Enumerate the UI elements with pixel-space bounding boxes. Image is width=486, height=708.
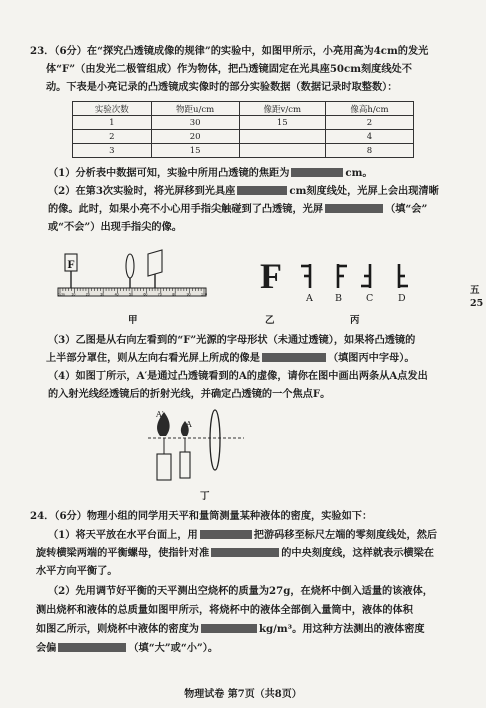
option-C-label: C (366, 293, 374, 304)
answer-blank (262, 353, 326, 362)
option-A-shape (301, 264, 310, 288)
q24-part2-line3 (36, 623, 425, 636)
ruler-label: 60 (143, 292, 148, 297)
q23-part2-text: （2）在第3次实验时，将光屏移到光具座 (48, 185, 236, 197)
option-D-shape (399, 264, 408, 288)
ruler-label: 70 (157, 292, 162, 297)
option-C-shape (361, 264, 370, 288)
q23-part2-text: 的像。此时，如果小亮不小心用手指尖触碰到了凸透镜，光屏 (48, 203, 324, 215)
q23-part2-line2 (48, 203, 427, 216)
table-cell: 2 (73, 130, 152, 144)
table-row (73, 116, 414, 130)
figure-yi-letter: F (260, 256, 282, 296)
experiment-table (72, 101, 414, 158)
q23-part4-line1: （4）如图丁所示，A′是通过凸透镜看到的A的虚像，请你在图中画出两条从A点发出 (48, 370, 428, 382)
q23-part3-line1: （3）乙图是从右向左看到的“F”光源的字母形状（未通过透镜），如果将凸透镜的 (48, 334, 416, 346)
candle-object-A (180, 421, 190, 478)
figure-label-bing: 丙 (350, 315, 360, 326)
q23-part1-text: （1）分析表中数据可知，实验中所用凸透镜的焦距为 (48, 167, 290, 179)
table-header: 像高h/cm (326, 102, 414, 116)
answer-blank (325, 204, 383, 213)
q23-part3-text: 上半部分罩住，则从左向右看光屏上所成的像是 (46, 352, 260, 364)
q24-part1-text: 旋转横梁两端的平衡螺母，使指针对准 (36, 547, 210, 559)
q23-part1-unit: cm。 (345, 167, 373, 179)
side-mark: 25 (470, 298, 484, 309)
q23-line3: 动。下表是小亮记录的凸透镜成实像时的部分实验数据（数据记录时取整数）： (46, 81, 398, 93)
q24-part1-line2 (36, 547, 434, 560)
light-source-F (65, 254, 77, 288)
convex-lens (126, 254, 134, 288)
ruler-label: 50 (129, 292, 133, 297)
q23-part2-text: cm刻度线处，光屏上会出现清晰 (289, 185, 439, 197)
optical-bench-figure (52, 246, 212, 308)
answer-blank (211, 548, 279, 557)
answer-blank (201, 624, 257, 633)
option-B-shape (338, 264, 347, 288)
q23-line2: 体“F”（由发光二极管组成）作为物体，把凸透镜固定在光具座50cm刻度线处不 (46, 63, 412, 75)
label-A: A (186, 420, 192, 429)
figure-label-jia: 甲 (128, 315, 138, 326)
q24-part2-text: kg/m³。用这种方法测出的液体密度 (259, 623, 425, 635)
q24-part2-text: 如图乙所示，则烧杯中液体的密度为 (36, 623, 199, 635)
table-cell: 15 (239, 116, 325, 130)
answer-blank (200, 530, 252, 539)
source-letter: F (67, 257, 75, 271)
answer-blank (58, 643, 126, 652)
option-D-label: D (398, 293, 406, 304)
q24-part1-line1 (48, 529, 437, 542)
table-row (73, 130, 414, 144)
q24-part2-text: （填“大”或“小”）。 (128, 642, 219, 654)
table-cell: 4 (326, 130, 414, 144)
table-header: 实验次数 (73, 102, 152, 116)
ruler-label: 20 (85, 292, 90, 297)
table-cell: 30 (151, 116, 239, 130)
q24-part2-line2: 测出烧杯和液体的总质量如图甲所示，将烧杯中的液体全部倒入量筒中，液体的体积 (36, 604, 413, 616)
figure-label-ding: 丁 (200, 491, 210, 502)
table-cell: 3 (73, 144, 152, 158)
ruler-label: 80 (172, 292, 177, 297)
table-cell: 1 (73, 116, 152, 130)
ruler-label: 10 (71, 292, 76, 297)
answer-blank (291, 168, 343, 177)
q23-part2-text: （填“会” (385, 203, 428, 215)
table-cell: 2 (326, 116, 414, 130)
candle-image-A2 (157, 412, 171, 480)
side-mark: 五 (470, 285, 480, 296)
table-header: 物距u/cm (151, 102, 239, 116)
q24-part1-text: 把游码移至标尺左端的零刻度线处，然后 (253, 529, 438, 541)
table-header-row (73, 102, 414, 116)
ruler-label: 30 (100, 292, 105, 297)
option-shapes (298, 260, 422, 294)
q24-part1-text: 的中央刻度线，这样就表示横梁在 (281, 547, 434, 559)
q24-part2-line4 (36, 642, 218, 655)
table-cell: 20 (151, 130, 239, 144)
table-cell (239, 144, 325, 158)
convex-lens (210, 410, 220, 470)
q23-part4-line2: 的入射光线经透镜后的折射光线，并确定凸透镜的一个焦点F。 (48, 388, 331, 400)
q23-part3-line2 (46, 352, 415, 365)
q24-part1-line3: 水平方向平衡了。 (36, 565, 118, 577)
q24-title: 24．（6分）物理小组的同学用天平和量筒测量某种液体的密度，实验如下： (30, 510, 373, 522)
page-footer: 物理试卷 第7页（共8页） (184, 689, 302, 700)
label-A-prime: A′ (156, 410, 164, 419)
light-screen (148, 250, 162, 288)
table-cell: 8 (326, 144, 414, 158)
table-cell (239, 130, 325, 144)
ruler-label: 40 (114, 292, 119, 297)
q24-part1-text: （1）将天平放在水平台面上，用 (48, 529, 198, 541)
q23-line1: 23．（6分）在“探究凸透镜成像的规律”的实验中，如图甲所示，小亮用高为4cm的发光 (30, 45, 429, 57)
option-B-label: B (335, 293, 342, 304)
q24-part2-text: 会偏 (36, 642, 57, 654)
table-cell: 15 (151, 144, 239, 158)
q23-part2-line3: 或“不会”）出现手指尖的像。 (48, 221, 182, 233)
table-header: 像距v/cm (239, 102, 325, 116)
answer-blank (237, 186, 287, 195)
figure-label-yi: 乙 (265, 315, 275, 326)
option-A-label: A (306, 293, 313, 304)
q23-part3-text: （填图丙中字母）。 (327, 352, 415, 364)
table-row (73, 144, 414, 158)
q23-part2-line1 (48, 185, 439, 198)
ruler-label: 100 (201, 292, 207, 297)
ruler-label: 90 (186, 292, 191, 297)
q24-part2-line1: （2）先用调节好平衡的天平测出空烧杯的质量为27g，在烧杯中倒入适量的该液体， (48, 585, 433, 597)
ruler-label: 0cm (58, 292, 65, 297)
q23-part1 (48, 167, 373, 180)
